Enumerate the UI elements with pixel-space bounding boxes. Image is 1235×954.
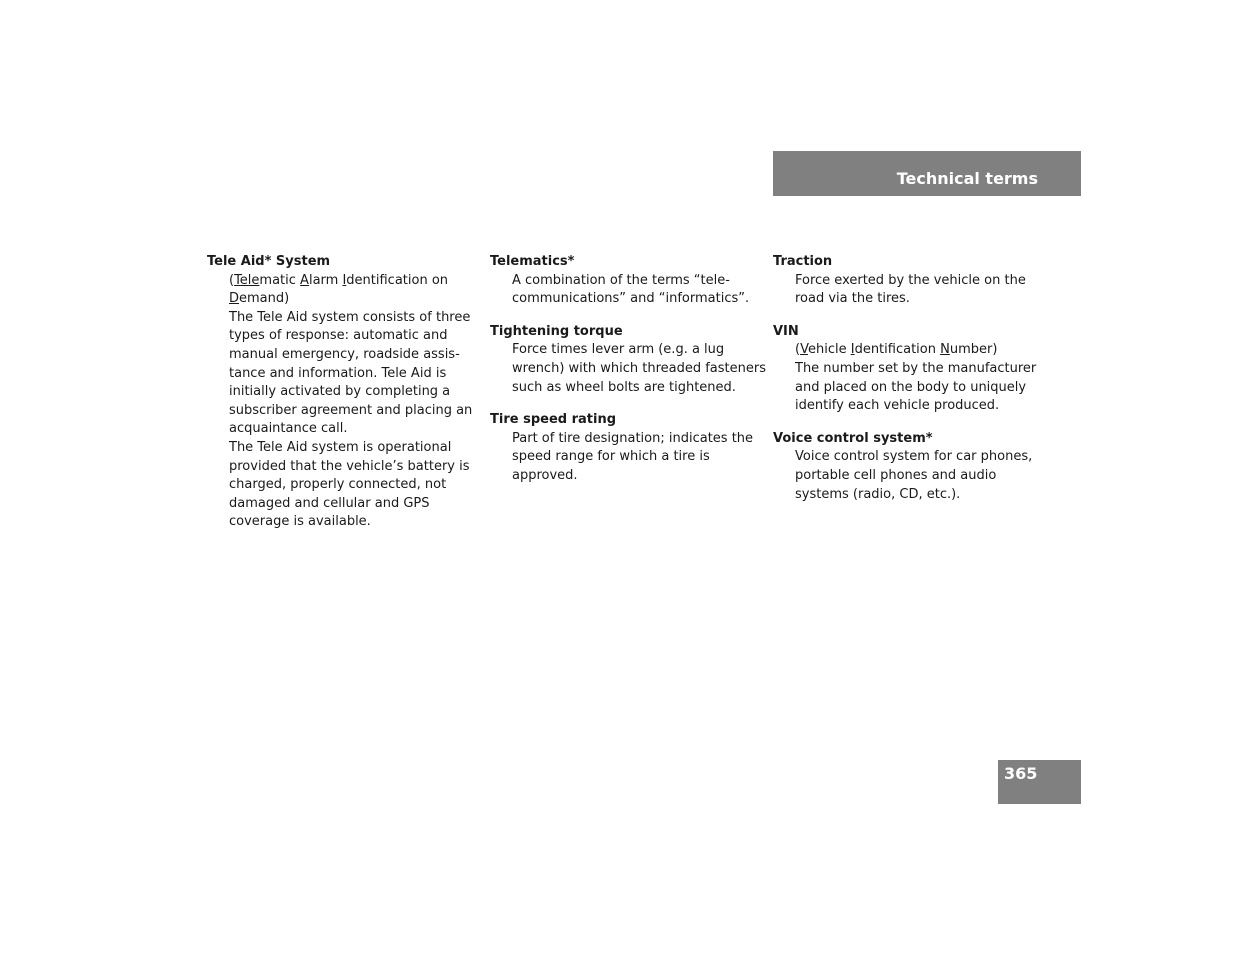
definition-line: Force exerted by the vehicle on the [795, 272, 1026, 288]
expansion-text: ehicle [807, 342, 851, 358]
definition-line: approved. [512, 467, 578, 483]
definition-line: provided that the vehicle’s battery is [229, 458, 470, 474]
glossary-term: Voice control system* [773, 430, 933, 446]
definition-line: damaged and cellular and GPS [229, 495, 430, 511]
glossary-entry [773, 253, 1039, 309]
definition-line: tance and information. Tele Aid is [229, 365, 447, 381]
definition-line: manual emergency, roadside assis- [229, 346, 460, 362]
expansion-text: emand) [239, 291, 290, 307]
acronym-letter: I [850, 342, 855, 358]
expansion-text: dentification [854, 342, 941, 358]
acronym-letter: N [940, 342, 950, 358]
definition-line: charged, properly connected, not [229, 477, 447, 493]
glossary-term: VIN [773, 323, 799, 339]
section-title: Technical terms [896, 169, 1038, 188]
definition-line: speed range for which a tire is [512, 449, 710, 465]
glossary-term: Telematics* [490, 254, 575, 269]
glossary-column-1 [207, 253, 473, 546]
expansion-text: ( [229, 272, 235, 288]
definition-line: The Tele Aid system consists of three [229, 309, 471, 325]
glossary-entry [773, 430, 1039, 504]
acronym-letter: A [300, 272, 309, 288]
term-expansion-line [207, 290, 473, 309]
expansion-text: ( [795, 342, 801, 358]
definition-line: identify each vehicle produced. [795, 398, 1000, 414]
definition-line: systems (radio, CD, etc.). [795, 486, 961, 502]
definition-line: initially activated by completing a [229, 384, 451, 400]
definition-line: Voice control system for car phones, [795, 449, 1033, 465]
definition-line: Force times lever arm (e.g. a lug [512, 342, 725, 358]
glossary-term: Tele Aid* System [207, 254, 331, 269]
page-number: 365 [1004, 764, 1038, 783]
definition-line: types of response: automatic and [229, 328, 448, 344]
glossary-entry [773, 323, 1039, 416]
page-number-tab [998, 760, 1081, 804]
glossary-entry [207, 253, 473, 532]
section-header-tab [773, 151, 1081, 196]
definition-line: Part of tire designation; indicates the [512, 430, 754, 446]
definition-line: portable cell phones and audio [795, 467, 997, 483]
expansion-text: dentification on [346, 272, 449, 288]
definition-line: and placed on the body to uniquely [795, 379, 1027, 395]
definition-line: communications” and “informatics”. [512, 291, 750, 307]
definition-line: subscriber agreement and placing an [229, 402, 473, 418]
definition-line: The Tele Aid system is operational [229, 439, 452, 455]
glossary-term: Traction [773, 254, 833, 269]
glossary-entry [490, 253, 756, 309]
definition-line: such as wheel bolts are tightened. [512, 379, 736, 395]
acronym-letter: D [229, 291, 240, 307]
acronym-letter: Tele [234, 272, 260, 288]
term-expansion-line [773, 341, 1039, 360]
glossary-term: Tire speed rating [490, 412, 617, 428]
glossary-entry [490, 323, 766, 397]
glossary-column-2 [490, 253, 766, 500]
definition-line: road via the tires. [795, 291, 910, 307]
expansion-text: umber) [949, 342, 998, 358]
definition-line: A combination of the terms “tele- [512, 272, 730, 288]
definition-line: The number set by the manufacturer [795, 360, 1037, 376]
glossary-term: Tightening torque [490, 323, 623, 339]
acronym-letter: V [800, 342, 808, 358]
expansion-text: larm [308, 272, 343, 288]
definition-line: wrench) with which threaded fasteners [512, 360, 766, 376]
term-expansion-line [207, 272, 473, 291]
glossary-column-3 [773, 253, 1039, 518]
expansion-text: matic [259, 272, 301, 288]
definition-line: acquaintance call. [229, 421, 348, 437]
definition-line: coverage is available. [229, 514, 371, 530]
acronym-letter: I [342, 272, 347, 288]
glossary-entry [490, 411, 756, 485]
